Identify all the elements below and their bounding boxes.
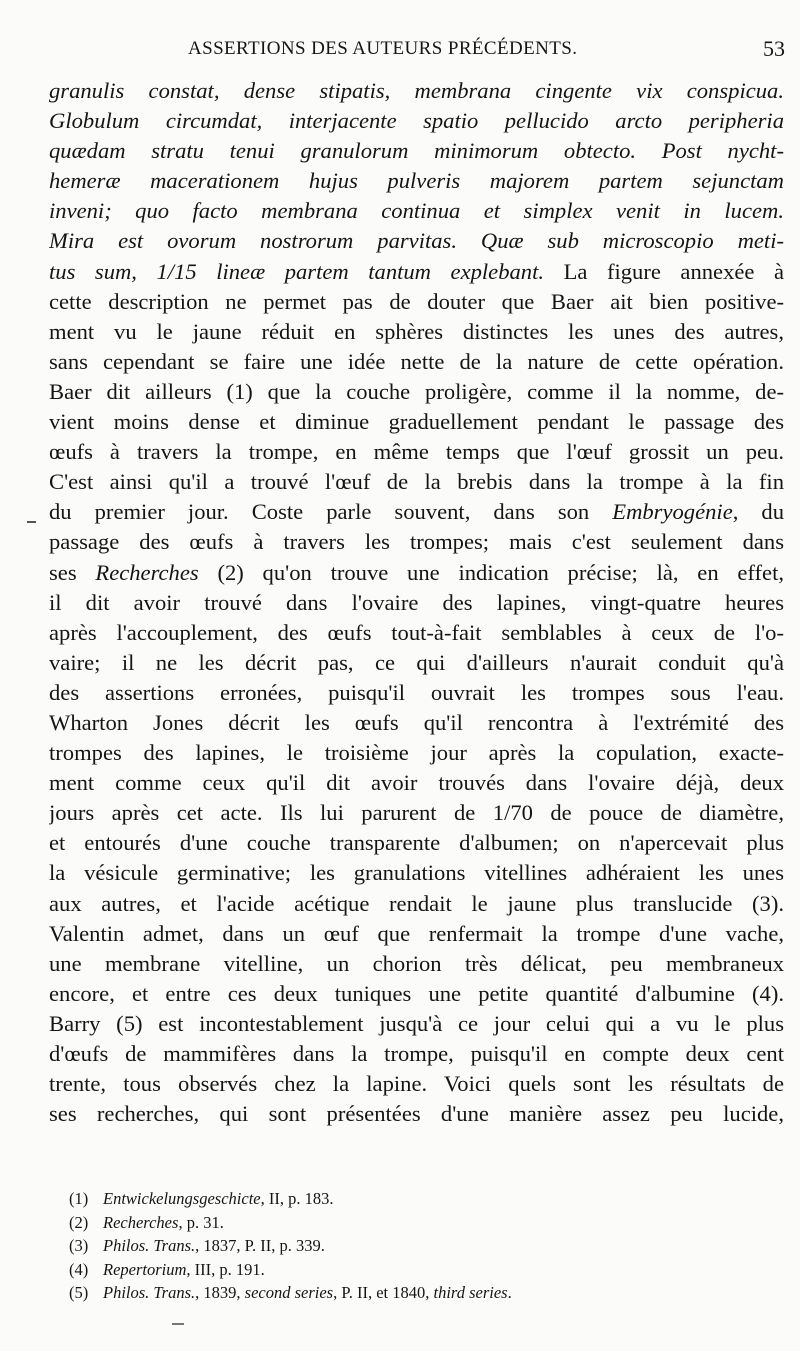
body-line (49, 196, 784, 226)
footnotes (69, 1187, 709, 1305)
footnote-text: , P. II, et 1840, (333, 1283, 434, 1303)
body-line (49, 1039, 784, 1069)
text-run: La figure annexée à (544, 258, 784, 284)
text-run: cette description ne permet pas de douter que Baer ait bien positive- (49, 288, 784, 314)
italic-text: hemeræ macerationem hujus pulveris majorem partem sejunctam (49, 168, 784, 194)
body-line (49, 377, 784, 407)
body-line (49, 1009, 784, 1039)
footnote-text: , III, p. 191. (186, 1259, 265, 1279)
text-run: C'est ainsi qu'il a trouvé l'œuf de la brebis dans la trompe à la fin (49, 469, 784, 495)
text-run: des assertions erronées, puisqu'il ouvrait les trompes sous l'eau. (49, 679, 784, 705)
footnote-italic-text: Philos. Trans. (103, 1236, 196, 1256)
body-line (49, 317, 784, 347)
text-run: du premier jour. Coste parle souvent, dans son (49, 499, 613, 525)
page-number: 53 (763, 36, 785, 61)
text-run: ses recherches, qui sont présentées d'une manière assez peu lucide, (49, 1101, 784, 1127)
body-line (49, 437, 784, 467)
footnote-text: . (507, 1283, 512, 1303)
running-head: ASSERTIONS DES AUTEURS PRÉCÉDENTS. (188, 38, 578, 59)
footnote-text: , 1839, (195, 1283, 245, 1303)
text-run: après l'accouplement, des œufs tout-à-fait semblables à ceux de l'o- (49, 619, 784, 645)
body-line (49, 257, 784, 287)
body-line (49, 497, 784, 527)
text-run: Valentin admet, dans un œuf que renfermait la trompe d'une vache, (49, 920, 784, 946)
text-run: Wharton Jones décrit les œufs qu'il rencontra à l'extrémité des (49, 709, 784, 735)
text-run: jours après cet acte. Ils lui parurent de 1/70 de pouce de diamètre, (49, 800, 784, 826)
footnote-italic-text: Philos. Trans. (103, 1283, 196, 1303)
body-line (49, 558, 784, 588)
text-run: et entourés d'une couche transparente d'albumen; on n'apercevait plus (49, 830, 784, 856)
body-line (49, 347, 784, 377)
page-header (50, 38, 785, 68)
body-line (49, 678, 784, 708)
italic-text: inveni; quo facto membrana continua et simplex venit in lucem. (49, 198, 784, 224)
body-line (49, 1099, 784, 1129)
body-line (49, 798, 784, 828)
footnote-text: , 1837, P. II, p. 339. (195, 1236, 325, 1256)
footnote-number: (5) (69, 1283, 89, 1303)
text-run: vaire; il ne les décrit pas, ce qui d'ailleurs n'aurait conduit qu'à (49, 649, 784, 675)
text-run: trente, tous observés chez la lapine. Voici quels sont les résultats de (49, 1071, 784, 1097)
italic-text: Mira est ovorum nostrorum parvitas. Quæ sub microscopio meti- (49, 228, 784, 254)
footnote-italic-text: Recherches (103, 1212, 179, 1232)
footnote (69, 1234, 709, 1258)
body-line (49, 949, 784, 979)
body-line (49, 136, 784, 166)
text-run: ment comme ceux qu'il dit avoir trouvés dans l'ovaire déjà, deux (49, 770, 784, 796)
footnote (69, 1211, 709, 1235)
text-run: passage des œufs à travers les trompes; mais c'est seulement dans (49, 529, 784, 555)
body-line (49, 226, 784, 256)
body-line (49, 889, 784, 919)
text-run: aux autres, et l'acide acétique rendait le jaune plus translucide (3). (49, 890, 784, 916)
body-line (49, 467, 784, 497)
text-run: d'œufs de mammifères dans la trompe, puisqu'il en compte deux cent (49, 1041, 784, 1066)
body-line (49, 527, 784, 557)
margin-mark (27, 521, 36, 523)
body-line (49, 287, 784, 317)
footnote-number: (4) (69, 1259, 89, 1279)
footnote (69, 1258, 709, 1282)
footnote (69, 1281, 709, 1305)
body-line (49, 708, 784, 738)
italic-text: granulis constat, dense stipatis, membrana cingente vix conspicua. (49, 78, 784, 103)
italic-text: Embryogénie (612, 499, 733, 525)
body-line (49, 407, 784, 437)
body-line (49, 106, 784, 136)
footnote-italic-text: third series (433, 1283, 508, 1303)
text-run: la vésicule germinative; les granulations vitellines adhéraient les unes (49, 860, 784, 886)
body-line (49, 979, 784, 1009)
italic-text: Recherches (95, 559, 199, 585)
text-run: Baer dit ailleurs (1) que la couche proligère, comme il la nomme, de- (49, 378, 784, 404)
italic-text: tus sum, 1/15 lineæ partem tantum explebant. (49, 258, 545, 284)
body-line (49, 166, 784, 196)
body-text (49, 76, 784, 1129)
footnote-number: (2) (69, 1212, 89, 1232)
body-line (49, 588, 784, 618)
text-run: vient moins dense et diminue graduellement pendant le passage des (49, 409, 784, 435)
footnote-number: (1) (69, 1189, 89, 1208)
footnote-italic-text: Entwickelungsgeschicte (103, 1189, 261, 1208)
body-line (49, 738, 784, 768)
text-run: œufs à travers la trompe, en même temps que l'œuf grossit un peu. (49, 439, 784, 465)
body-line (49, 76, 784, 106)
text-run: ses (49, 559, 96, 585)
text-run: Barry (5) est incontestablement jusqu'à ce jour celui qui a vu le plus (49, 1010, 784, 1036)
bottom-mark (172, 1323, 184, 1325)
text-run: (2) qu'on trouve une indication précise; là, en effet, (198, 559, 784, 585)
text-run: trompes des lapines, le troisième jour après la copulation, exacte- (49, 740, 784, 766)
text-run: une membrane vitelline, un chorion très délicat, peu membraneux (49, 950, 784, 976)
body-line (49, 858, 784, 888)
text-run: encore, et entre ces deux tuniques une petite quantité d'albumine (4). (49, 980, 784, 1006)
footnote-text: , p. 31. (178, 1212, 224, 1232)
body-line (49, 648, 784, 678)
footnote-number: (3) (69, 1236, 89, 1256)
footnote-text: , II, p. 183. (260, 1189, 334, 1208)
text-run: sans cependant se faire une idée nette de la nature de cette opération. (49, 348, 784, 374)
footnote-italic-text: Repertorium (103, 1259, 187, 1279)
italic-text: Globulum circumdat, interjacente spatio pellucido arcto peripheria (49, 108, 784, 134)
body-line (49, 919, 784, 949)
italic-text: quædam stratu tenui granulorum minimorum obtecto. Post nycht- (49, 138, 784, 164)
body-line (49, 828, 784, 858)
footnote-italic-text: second series (244, 1283, 334, 1303)
text-run: , du (732, 499, 784, 525)
body-line (49, 1069, 784, 1099)
text-run: il dit avoir trouvé dans l'ovaire des lapines, vingt-quatre heures (49, 589, 784, 615)
body-line (49, 618, 784, 648)
body-line (49, 768, 784, 798)
text-run: ment vu le jaune réduit en sphères distinctes les unes des autres, (49, 318, 784, 344)
footnote (69, 1187, 709, 1211)
